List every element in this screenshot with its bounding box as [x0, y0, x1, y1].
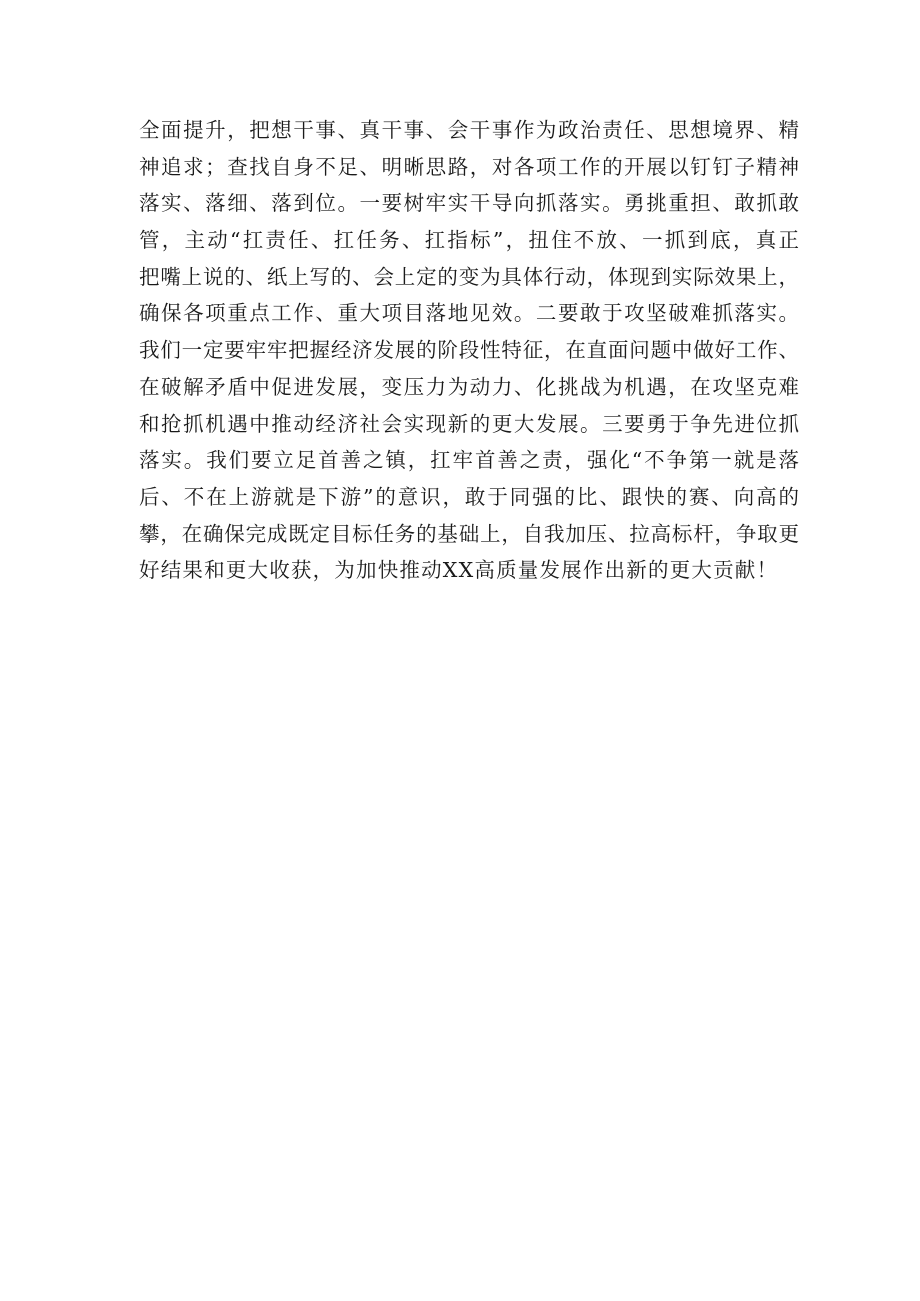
paragraph-line: 全面提升，把想干事、真干事、会干事作为政治责任、思想境界、精 [139, 118, 799, 142]
paragraph-line: 神追求；查找自身不足、明晰思路，对各项工作的开展以钉钉子精神 [139, 154, 799, 179]
paragraph-line: 确保各项重点工作、重大项目落地见效。二要敢于攻坚破难抓落实。 [139, 301, 799, 326]
body-paragraph [139, 112, 799, 589]
paragraph-line: 好结果和更大收获，为加快推动XX高质量发展作出新的更大贡献！ [139, 558, 779, 583]
paragraph-line: 把嘴上说的、纸上写的、会上定的变为具体行动，体现到实际效果上， [139, 264, 799, 289]
paragraph-line: 管，主动“扛责任、扛任务、扛指标”，扭住不放、一抓到底，真正 [139, 228, 799, 253]
paragraph-line: 和抢抓机遇中推动经济社会实现新的更大发展。三要勇于争先进位抓 [139, 411, 799, 436]
paragraph-line: 我们一定要牢牢把握经济发展的阶段性特征，在直面问题中做好工作、 [139, 338, 799, 363]
paragraph-line: 落实。我们要立足首善之镇，扛牢首善之责，强化“不争第一就是落 [139, 448, 799, 473]
paragraph-line: 落实、落细、落到位。一要树牢实干导向抓落实。勇挑重担、敢抓敢 [139, 191, 799, 216]
paragraph-line: 攀，在确保完成既定目标任务的基础上，自我加压、拉高标杆，争取更 [139, 521, 799, 546]
paragraph-line: 后、不在上游就是下游”的意识，敢于同强的比、跟快的赛、向高的 [139, 484, 799, 509]
paragraph-line: 在破解矛盾中促进发展，变压力为动力、化挑战为机遇，在攻坚克难 [139, 374, 799, 399]
